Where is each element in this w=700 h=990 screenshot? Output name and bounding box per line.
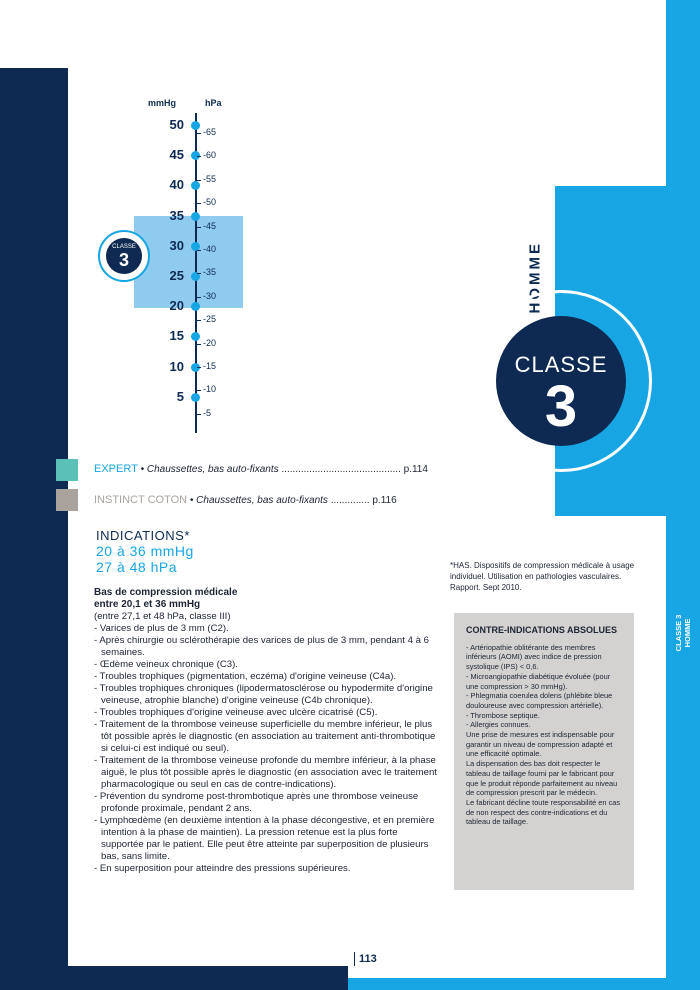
product-name: EXPERT <box>94 463 138 475</box>
contraindication-item: - Phlegmatia coerulea dolens (phlébite bleue douloureuse avec compression artérielle). <box>466 691 613 710</box>
hpa-tick-mark <box>197 297 201 298</box>
small-class-badge-number: 3 <box>118 250 129 270</box>
side-tab <box>670 604 696 668</box>
product-expert <box>94 463 428 475</box>
product-page: p.114 <box>403 464 428 475</box>
indication-item: - Troubles trophiques chroniques (lipodermatosclérose ou hypodermite d'origine veineuse, atrophie blanche) d'origine veineuse (C4b chronique). <box>94 683 433 706</box>
hpa-tick-label: -15 <box>203 361 217 371</box>
mmhg-tick-label: 35 <box>169 207 184 223</box>
mmhg-tick-label: 40 <box>169 177 184 193</box>
indication-item: - Varices de plus de 3 mm (C2). <box>94 623 229 634</box>
hpa-tick-mark <box>197 273 201 274</box>
indication-mmhg: 20 à 36 mmHg <box>96 543 194 559</box>
hpa-tick-label: -65 <box>203 127 217 137</box>
hpa-tick-mark <box>197 180 201 181</box>
footer-navy-band <box>0 966 348 990</box>
product-desc: • Chaussettes, bas auto-fixants <box>187 495 331 506</box>
product-page: p.116 <box>372 495 397 506</box>
contraindication-item: - Microangiopathie diabétique évoluée (pour une compression > 30 mmHg). <box>466 671 611 691</box>
hpa-tick-label: -35 <box>203 267 217 278</box>
hpa-tick-mark <box>197 320 201 321</box>
hpa-tick-mark <box>197 367 201 368</box>
indications-heading2: entre 20,1 et 36 mmHg <box>94 599 201 610</box>
indications-heading1: Bas de compression médicale <box>94 587 238 598</box>
hpa-tick-label: -30 <box>203 290 217 301</box>
contraindication-item: Le fabricant décline toute responsabilité en cas de non respect des contre-indications et du tableau de taillage. <box>466 797 621 827</box>
hpa-tick-label: -10 <box>203 384 217 395</box>
contraindication-item: Une prise de mesures est indispensable pour garantir un niveau de compression adapté et une efficacité optimale. <box>466 730 615 759</box>
class-badge <box>496 316 626 446</box>
hpa-tick-mark <box>197 227 201 228</box>
indication-item: - Troubles trophiques d'origine veineuse avec ulcère cicatrisé (C5). <box>94 707 378 718</box>
mmhg-tick-label: 20 <box>169 298 184 314</box>
class-badge-label: CLASSE <box>514 352 608 377</box>
contraindication-item: - Thrombose septique. <box>466 710 540 720</box>
contraindication-item: - Allergies connues. <box>466 720 531 730</box>
small-class-badge <box>106 238 142 274</box>
small-class-badge-label: CLASSE <box>112 244 136 250</box>
indications-sub: (entre 27,1 et 48 hPa, classe III) <box>94 611 231 622</box>
leader-dots: ........................................... <box>281 464 401 475</box>
product-name: INSTINCT COTON <box>94 494 188 506</box>
has-footnote: *HAS. Dispositifs de compression médicale à usage individuel. Utilisation en pathologies vasculaires. Rapport. Sept 2010. <box>450 561 635 592</box>
indications-body <box>94 587 440 875</box>
page-number: 113 <box>354 952 377 966</box>
side-tab-line2: HOMME <box>683 618 692 648</box>
gender-label: HOMME <box>526 241 544 314</box>
indication-item: - Troubles trophiques (pigmentation, eczéma) d'origine veineuse (C4a). <box>94 671 397 682</box>
hpa-tick-mark <box>197 203 201 204</box>
hpa-tick-label: -60 <box>203 150 217 161</box>
mmhg-tick-label: 45 <box>169 147 184 163</box>
leader-dots: .............. <box>330 495 370 506</box>
mmhg-tick-dot <box>191 212 200 221</box>
hpa-tick-label: -50 <box>203 197 217 208</box>
mmhg-tick-label: 15 <box>169 328 184 344</box>
mmhg-tick-dot <box>191 302 200 311</box>
hpa-tick-mark <box>197 414 201 415</box>
contraindication-item: - Artériopathie oblitérante des membres inférieurs (AOMI) avec indice de pression systolique (IPS) < 0,6. <box>466 642 602 672</box>
mmhg-tick-label: 10 <box>169 358 184 374</box>
indication-item: - Traitement de la thrombose veineuse superficielle du membre inférieur, le plus tôt possible après le diagnostic (en association au traitement anti-thrombotique si celui-ci est indiqué ou seul). <box>94 719 436 754</box>
indication-item: - Œdème veineux chronique (C3). <box>94 659 238 670</box>
indication-item: - Traitement de la thrombose veineuse profonde du membre inférieur, à la phase aiguë, le plus tôt possible après le diagnostic (en association avec le traitement pharmacologique ou seul en cas de contre-indications). <box>94 755 437 790</box>
left-navy-band <box>0 68 68 990</box>
indication-item: - En superposition pour atteindre des pressions supérieures. <box>94 863 351 874</box>
indication-item: - Prévention du syndrome post-thrombotique après une thrombose veineuse profonde proximale, pendant 2 ans. <box>94 791 419 814</box>
hpa-unit: hPa <box>205 98 222 108</box>
class-badge-number: 3 <box>544 374 578 439</box>
mmhg-tick-label: 30 <box>169 237 184 253</box>
hpa-tick-mark <box>197 344 201 345</box>
indication-hpa: 27 à 48 hPa <box>96 559 178 575</box>
mmhg-tick-dot <box>191 121 200 130</box>
hpa-tick-label: -25 <box>203 314 217 325</box>
hpa-tick-mark <box>197 133 201 134</box>
mmhg-tick-dot <box>191 181 200 190</box>
hpa-tick-label: -45 <box>203 220 217 231</box>
hpa-tick-label: -5 <box>203 407 212 418</box>
product-instinct-coton <box>94 494 397 506</box>
footer-blue-band <box>348 978 700 990</box>
indication-item: - Lymphœdème (en deuxième intention à la phase décongestive, et en première intention à la phase de maintien). La pression retenue est la plus forte supportée par le patient. Elle peut être atteinte par superposition de plusieurs bas, sans limite. <box>94 815 435 862</box>
hpa-tick-mark <box>197 156 201 157</box>
mmhg-unit: mmHg <box>148 98 177 108</box>
contraindications-title: CONTRE-INDICATIONS ABSOLUES <box>466 625 618 635</box>
instinct-color-square <box>56 489 78 511</box>
contraindication-item: La dispensation des bas doit respecter le tableau de taillage fourni par le fabricant pour que le produit réponde parfaitement au niveau de compression prescrit par le médecin. <box>466 759 618 798</box>
expert-color-square <box>56 459 78 481</box>
mmhg-tick-label: 50 <box>169 117 184 132</box>
hpa-tick-label: -55 <box>203 173 217 184</box>
indications-title: INDICATIONS* 20 à 36 mmHg 27 à 48 hPa <box>96 528 194 575</box>
mmhg-tick-dot <box>191 332 200 341</box>
side-tab-line1: CLASSE 3 <box>674 614 683 652</box>
mmhg-tick-dot <box>191 393 200 402</box>
hpa-tick-label: -40 <box>203 244 217 254</box>
mmhg-tick-label: 25 <box>169 268 184 283</box>
mmhg-tick-label: 5 <box>176 388 184 404</box>
product-desc: • Chaussettes, bas auto-fixants <box>137 464 282 475</box>
indication-item: - Après chirurgie ou sclérothérapie des varices de plus de 3 mm, pendant 4 à 6 semaines. <box>94 635 429 658</box>
hpa-tick-mark <box>197 250 201 251</box>
class-range-highlight <box>134 216 243 308</box>
contraindications-box <box>454 613 634 890</box>
hpa-tick-label: -20 <box>203 337 217 348</box>
hpa-tick-mark <box>197 390 201 391</box>
